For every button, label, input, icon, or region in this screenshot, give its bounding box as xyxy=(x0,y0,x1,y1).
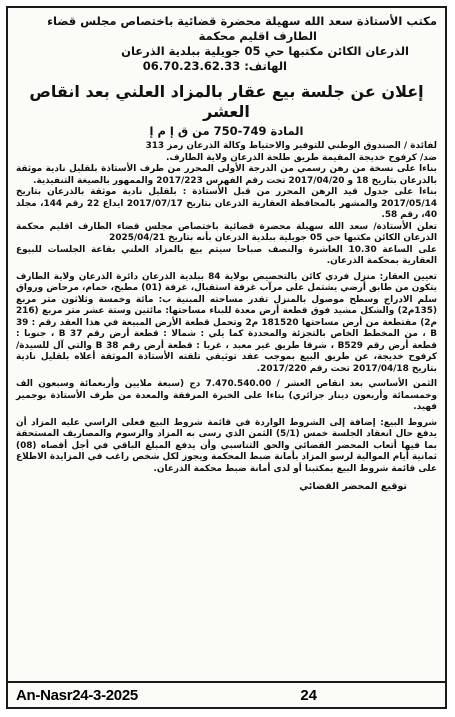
paragraph: بناءا على جدول قيد الرهن المحرر من قبل الأستاذة : بلقليل نادية موثقة بالذرعان بتاريخ 2017/05/14 والمشهر بالمحافظة العقارية الذرعان بتاريخ 2017/07/17 ايداع 22 رقم 144، مجلد 40، رقم 58. xyxy=(16,187,437,220)
newspaper-name-date: An-Nasr24-3-2025 xyxy=(16,686,138,704)
office-phone: الهاتف: 06.70.23.62.33 xyxy=(142,59,287,73)
office-court: الطارف اقليم محكمة xyxy=(198,29,317,43)
signature-line: توقيع المحضر القضائي xyxy=(299,481,407,492)
notice-body xyxy=(16,141,437,475)
paragraph: شروط البيع: إضافة إلى الشروط الواردة في قائمة شروط البيع فعلى الراسي عليه المزاد أن يدفع حال انعقاد الجلسة خمس (5/1) الثمن الذي رسى به المزاد والرسوم والمصاريف المستحقة بما فيها أتعاب المحضر القضائي والحق التناسبي وأن يدفع المبلغ الباقي في أجل أقصاه (08) ثمانية أيام الموالية لرسو المزاد بأمانة ضبط المحكمة ويجوز لكل شخص راغب في المزايدة الاطلاع على قائمة شروط البيع بمكتبنا أو لدى أمانة ضبط محكمة الذرعان. xyxy=(16,417,437,474)
paragraph: تعلن الأستاذة/ سعد الله سهيلة محضرة قضائية باختصاص مجلس قضاء الطارف اقليم محكمة الذرعان الكائن مكتبها حي 05 جويلية ببلدية الذرعان بأنه بتاريخ 2025/04/21 xyxy=(16,221,437,243)
paragraph: بناءا على نسخة من رهن رسمي من الدرجة الأولى المحرر من طرف الأستاذة بلقليل نادية موثقة بالذرعان بتاريخ 18 و 2017/04/20 تحت رقم الفهرس 2017/223 والممهور بالصيغة التنفيذية. xyxy=(16,164,437,186)
legal-article: المادة 749-750 من ق إ م إ xyxy=(149,124,304,138)
office-name: مكتب الأستاذة سعد الله سهيلة محضرة قضائية باختصاص مجلس قضاء xyxy=(47,14,437,28)
office-address: الذرعان الكائن مكتبها حي 05 جويلية ببلدية الذرعان xyxy=(121,44,409,58)
paragraph: تعيين العقار: منزل فردي كائن بالتحصيص بولاية 84 ببلدية الذرعان دائرة الذرعان ولاية الطارف يتكون من طابق أرضي يشتمل على مرآب غرفة استقبال، غرفة (01) مطبخ، حمام، مرحاض ورواق سلم الادراج وسطح موصول بالمنزل تقدر مساحته المبنية ب: مائة وخمسة وثلاثون متر مربع (135م2) والشكل مشيد فوق قطعة أرض معدة للبناء مساحتها: مائتين وستة عشر متر مربع (216 م2) مقتطعة من أرض مساحتها 181520 م2 وتحمل قطعة الأرض المبيعة في هذا العقد رقم : 39 B ، من المخطط الخاص بالتجزئة والمحددة كما يلي : شمالا : قطعة أرض رقم B 37 ، جنوبا : قطعة أرض رقم B529 ، شرقا طريق غير معبد ، غربا : قطعة أرض رقم B 38 والتي آل للسيدة/ كرفوح خديجة، عن طريق البيع بموجب عقد توثيقي تلقته الأستاذة الموثقة أعلاه بلقليل نادية بتاريخ 2017/04/18 تحت رقم 2017/220. xyxy=(16,271,438,374)
notice-title: إعلان عن جلسة بيع عقار بالمزاد العلني بعد انقاص العشر xyxy=(29,82,424,121)
page-number: 24 xyxy=(300,686,317,704)
notice-content xyxy=(8,8,445,492)
paragraph: على الساعة 10.30 العاشرة والنصف صباحا سيتم بيع بالمزاد العلني بقاعة الجلسات للبيوع العقارية بمحكمة الذرعان. xyxy=(16,244,437,266)
paragraph: الثمن الأساسي بعد انقاص العشر / 7.470.540.00 دج (سبعة ملايين وأربعمائة وسبعون الف وخمسمائة وأربعون دينار جزائري) بناءا على الخبرة المرفقة والمعدة من طرف الأستاذة بوجمير فهيد. xyxy=(16,379,437,412)
paragraph: لفائدة / الصندوق الوطني للتوفير والاحتياط وكالة الذرعان رمز 313 xyxy=(145,141,437,151)
notice-page xyxy=(6,6,447,709)
newspaper-footer xyxy=(8,681,445,707)
paragraph: ضد/ كرفوح خديجة المقيمة طريق طلحة الذرعان ولاية الطارف. xyxy=(166,152,437,163)
